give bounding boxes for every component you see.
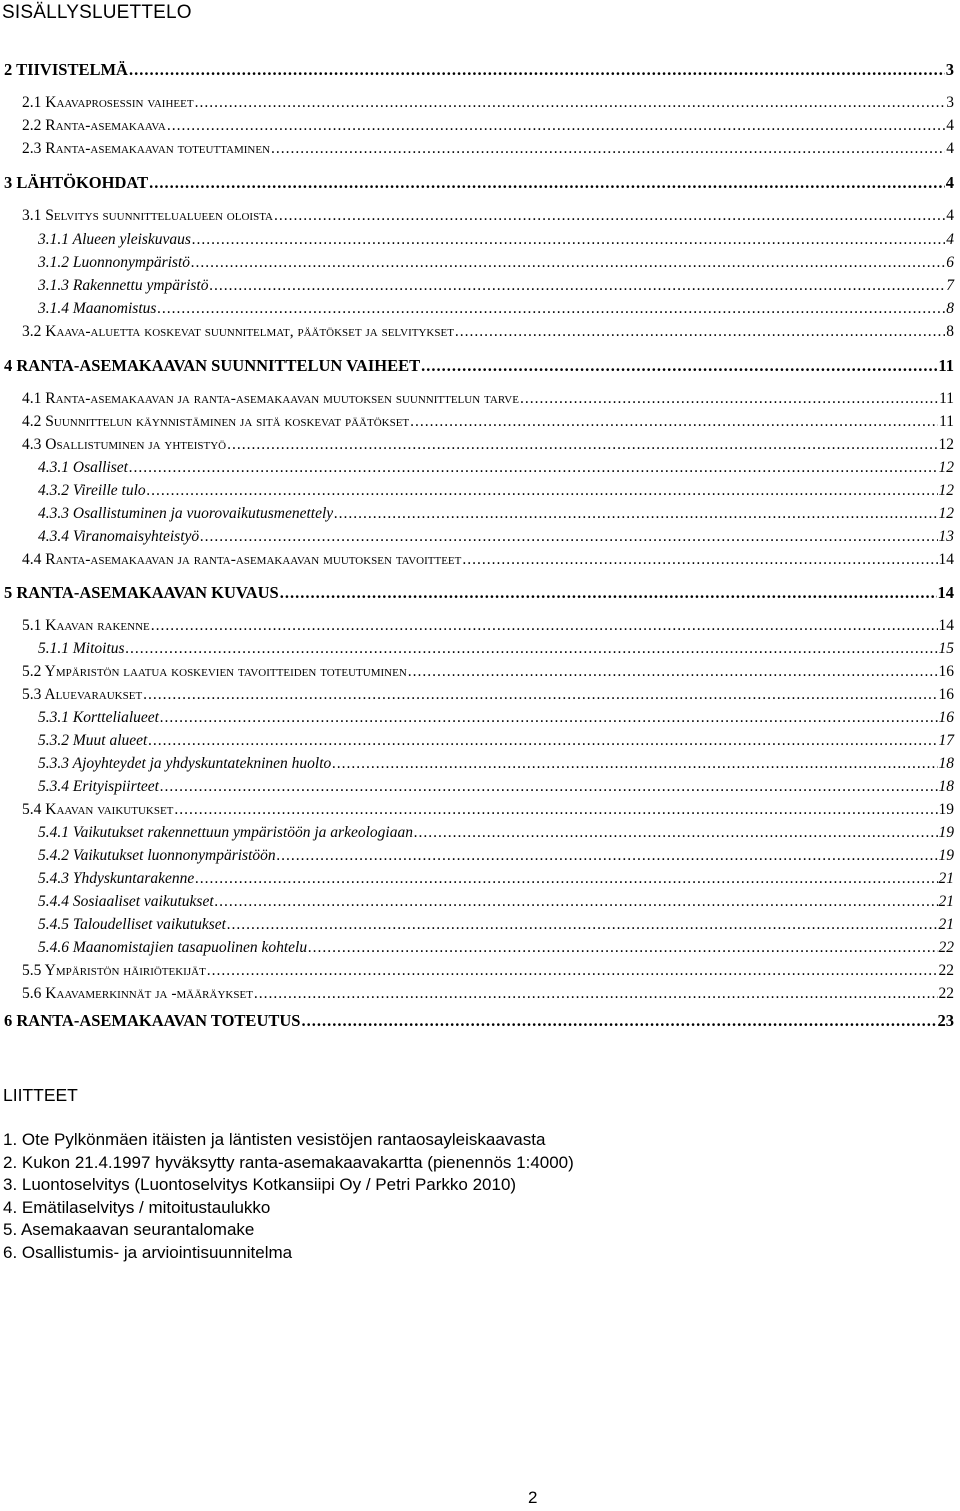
toc-entry-label: 3.2 Kaava-aluetta koskevat suunnitelmat, päätökset ja selvitykset [22,323,454,340]
toc-entry[interactable] [4,60,954,80]
toc-leader-dots [332,755,937,773]
toc-entry-page: 4 [946,140,954,157]
toc-entry-page: 8 [946,300,954,317]
toc-entry-page: 21 [938,916,954,933]
toc-entry[interactable] [22,323,954,341]
toc-leader-dots [129,459,938,477]
toc-entry[interactable] [38,893,954,911]
toc-leader-dots [149,173,945,193]
toc-entry-label: 5.3.4 Erityispiirteet [38,778,159,795]
toc-entry-label: 3.1.3 Rakennettu ympäristö [38,277,209,294]
toc-entry[interactable] [22,436,954,454]
toc-leader-dots [308,939,937,957]
toc-entry[interactable] [4,356,954,376]
toc-entry-label: 4 RANTA-ASEMAKAAVAN SUUNNITTELUN VAIHEET [4,356,421,375]
toc-entry-page: 12 [938,459,954,476]
toc-entry-label: 5.1 Kaavan rakenne [22,617,150,634]
toc-entry[interactable] [38,939,954,957]
toc-entry[interactable] [38,482,954,500]
toc-entry-page: 18 [938,778,954,795]
toc-leader-dots [151,617,938,635]
toc-entry-page: 15 [938,640,954,657]
toc-leader-dots [195,94,946,112]
toc-entry[interactable] [38,755,954,773]
page-number: 2 [528,1488,538,1507]
toc-entry[interactable] [22,962,954,980]
toc-entry-label: 5.3.3 Ajoyhteydet ja yhdyskuntatekninen huolto [38,755,332,772]
toc-entry-label: 5.4.6 Maanomistajien tasapuolinen kohtelu [38,939,308,956]
toc-leader-dots [271,140,945,158]
toc-entry[interactable] [38,459,954,477]
toc-entry-label: 5.4.2 Vaikutukset luonnonympäristöön [38,847,276,864]
toc-leader-dots [334,505,937,523]
toc-entry-page: 16 [938,686,954,703]
toc-entry[interactable] [38,778,954,796]
toc-entry-page: 22 [938,985,954,1002]
toc-entry[interactable] [4,1011,954,1031]
toc-entry-page: 21 [938,893,954,910]
toc-leader-dots [160,709,938,727]
toc-entry[interactable] [22,663,954,681]
toc-entry-page: 14 [937,583,954,602]
attachment-item: 1. Ote Pylkönmäen itäisten ja läntisten vesistöjen rantaosayleiskaavasta [3,1130,546,1149]
page-title: SISÄLLYSLUETTELO [2,2,192,23]
toc-entry-label: 3 LÄHTÖKOHDAT [4,173,149,192]
toc-leader-dots [157,300,945,318]
toc-entry[interactable] [22,551,954,569]
toc-entry[interactable] [22,413,954,431]
attachments-title: LIITTEET [3,1085,78,1105]
toc-entry-label: 5.4 Kaavan vaikutukset [22,801,174,818]
toc-entry-label: 2.2 Ranta-asemakaava [22,117,166,134]
toc-leader-dots [215,893,938,911]
toc-entry[interactable] [22,390,954,408]
toc-leader-dots [227,916,938,934]
toc-leader-dots [455,323,945,341]
toc-entry[interactable] [22,140,954,158]
toc-entry-label: 5.4.3 Yhdyskuntarakenne [38,870,195,887]
toc-entry-page: 19 [938,824,954,841]
toc-leader-dots [254,985,938,1003]
toc-entry-page: 17 [938,732,954,749]
toc-leader-dots [277,847,938,865]
toc-entry[interactable] [38,528,954,546]
toc-entry-page: 22 [938,962,954,979]
toc-entry[interactable] [38,847,954,865]
toc-entry[interactable] [4,583,954,603]
toc-entry-label: 4.3 Osallistuminen ja yhteistyö [22,436,227,453]
toc-entry-label: 5.6 Kaavamerkinnät ja -määräykset [22,985,253,1002]
toc-entry[interactable] [22,686,954,704]
toc-entry[interactable] [38,709,954,727]
attachment-item: 3. Luontoselvitys (Luontoselvitys Kotkansiipi Oy / Petri Parkko 2010) [3,1175,517,1195]
toc-leader-dots [167,117,945,135]
toc-leader-dots [191,254,945,272]
toc-leader-dots [414,824,938,842]
toc-entry-label: 5.4.1 Vaikutukset rakennettuun ympäristöön ja arkeologiaan [38,824,413,841]
toc-entry-label: 3.1.4 Maanomistus [38,300,157,317]
toc-entry[interactable] [38,732,954,750]
toc-leader-dots [174,801,937,819]
toc-leader-dots [274,207,945,225]
attachment-item: 2. Kukon 21.4.1997 hyväksytty ranta-asemakaavakartta (pienennös 1:4000) [3,1152,574,1172]
toc-leader-dots [207,962,938,980]
toc-entry-page: 6 [946,254,954,271]
toc-leader-dots [227,436,937,454]
toc-leader-dots [160,778,938,796]
toc-entry-page: 12 [938,436,954,453]
toc-leader-dots [126,640,938,658]
toc-entry-label: 2 TIIVISTELMÄ [4,60,128,79]
toc-entry[interactable] [22,117,954,135]
toc-entry-page: 13 [938,528,954,545]
toc-entry[interactable] [22,94,954,112]
toc-entry-page: 19 [938,801,954,818]
toc-entry-label: 4.3.1 Osalliset [38,459,128,476]
toc-entry-page: 14 [938,617,954,634]
toc-leader-dots [129,60,945,80]
toc-leader-dots [408,663,938,681]
toc-entry[interactable] [38,277,954,295]
toc-entry-page: 4 [946,231,954,248]
toc-entry-label: 5 RANTA-ASEMAKAAVAN KUVAUS [4,583,279,602]
toc-entry[interactable] [38,505,954,523]
toc-entry-label: 5.3.2 Muut alueet [38,732,148,749]
toc-entry[interactable] [38,824,954,842]
toc-entry-page: 23 [937,1011,954,1030]
toc-entry[interactable] [38,231,954,249]
toc-entry-label: 3.1 Selvitys suunnittelualueen oloista [22,207,273,224]
toc-entry-label: 5.3 Aluevaraukset [22,686,143,703]
toc-entry-label: 4.3.4 Viranomaisyhteistyö [38,528,200,545]
toc-entry-page: 11 [938,356,954,375]
attachment-item: 5. Asemakaavan seurantalomake [3,1220,255,1240]
toc-entry-label: 4.2 Suunnittelun käynnistäminen ja sitä koskevat päätökset [22,413,410,430]
toc-entry-label: 6 RANTA-ASEMAKAAVAN TOTEUTUS [4,1011,301,1030]
toc-entry[interactable] [22,801,954,819]
toc-leader-dots [192,231,945,249]
toc-entry-page: 18 [938,755,954,772]
toc-entry-label: 2.1 Kaavaprosessin vaiheet [22,94,194,111]
toc-entry-page: 12 [938,482,954,499]
toc-leader-dots [421,356,937,376]
toc-entry-label: 5.4.5 Taloudelliset vaikutukset [38,916,226,933]
toc-entry-page: 7 [946,277,954,294]
toc-entry[interactable] [22,985,954,1003]
toc-entry-label: 4.1 Ranta-asemakaavan ja ranta-asemakaavan muutoksen suunnittelun tarve [22,390,519,407]
toc-entry-page: 11 [939,413,954,430]
toc-entry-page: 11 [939,390,954,407]
toc-entry-page: 3 [946,94,954,111]
toc-entry-page: 16 [938,709,954,726]
toc-entry-label: 3.1.1 Alueen yleiskuvaus [38,231,191,248]
toc-leader-dots [410,413,938,431]
toc-leader-dots [520,390,938,408]
toc-entry-page: 14 [938,551,954,568]
toc-leader-dots [143,686,937,704]
toc-entry-page: 19 [938,847,954,864]
toc-entry[interactable] [22,617,954,635]
toc-leader-dots [148,732,937,750]
toc-entry-page: 4 [946,117,954,134]
toc-leader-dots [301,1011,936,1031]
toc-entry[interactable] [4,173,954,193]
toc-entry-page: 21 [938,870,954,887]
toc-entry-label: 3.1.2 Luonnonympäristö [38,254,190,271]
toc-entry-label: 2.3 Ranta-asemakaavan toteuttaminen [22,140,271,157]
toc-leader-dots [200,528,937,546]
toc-entry-page: 3 [945,60,954,79]
toc-entry-page: 4 [945,173,954,192]
toc-entry[interactable] [22,207,954,225]
toc-entry-label: 4.3.2 Vireille tulo [38,482,146,499]
toc-entry[interactable] [38,640,954,658]
toc-entry-label: 5.5 Ympäristön häiriötekijät [22,962,206,979]
toc-entry-label: 5.2 Ympäristön laatua koskevien tavoitteiden toteutuminen [22,663,407,680]
toc-leader-dots [147,482,938,500]
toc-entry[interactable] [38,300,954,318]
toc-entry[interactable] [38,870,954,888]
toc-entry-label: 5.4.4 Sosiaaliset vaikutukset [38,893,214,910]
toc-leader-dots [462,551,937,569]
toc-entry-page: 16 [938,663,954,680]
toc-entry-label: 5.3.1 Korttelialueet [38,709,159,726]
toc-entry-page: 22 [938,939,954,956]
toc-entry-label: 4.4 Ranta-asemakaavan ja ranta-asemakaavan muutoksen tavoitteet [22,551,462,568]
toc-leader-dots [280,583,937,603]
attachment-item: 4. Emätilaselvitys / mitoitustaulukko [3,1197,271,1217]
toc-entry[interactable] [38,254,954,272]
attachment-item: 6. Osallistumis- ja arviointisuunnitelma [3,1243,293,1262]
toc-entry-page: 4 [946,207,954,224]
toc-entry-page: 8 [946,323,954,340]
toc-entry-page: 12 [938,505,954,522]
toc-leader-dots [209,277,945,295]
toc-leader-dots [195,870,937,888]
toc-entry-label: 4.3.3 Osallistuminen ja vuorovaikutusmenettely [38,505,334,522]
toc-entry[interactable] [38,916,954,934]
toc-entry-label: 5.1.1 Mitoitus [38,640,125,657]
